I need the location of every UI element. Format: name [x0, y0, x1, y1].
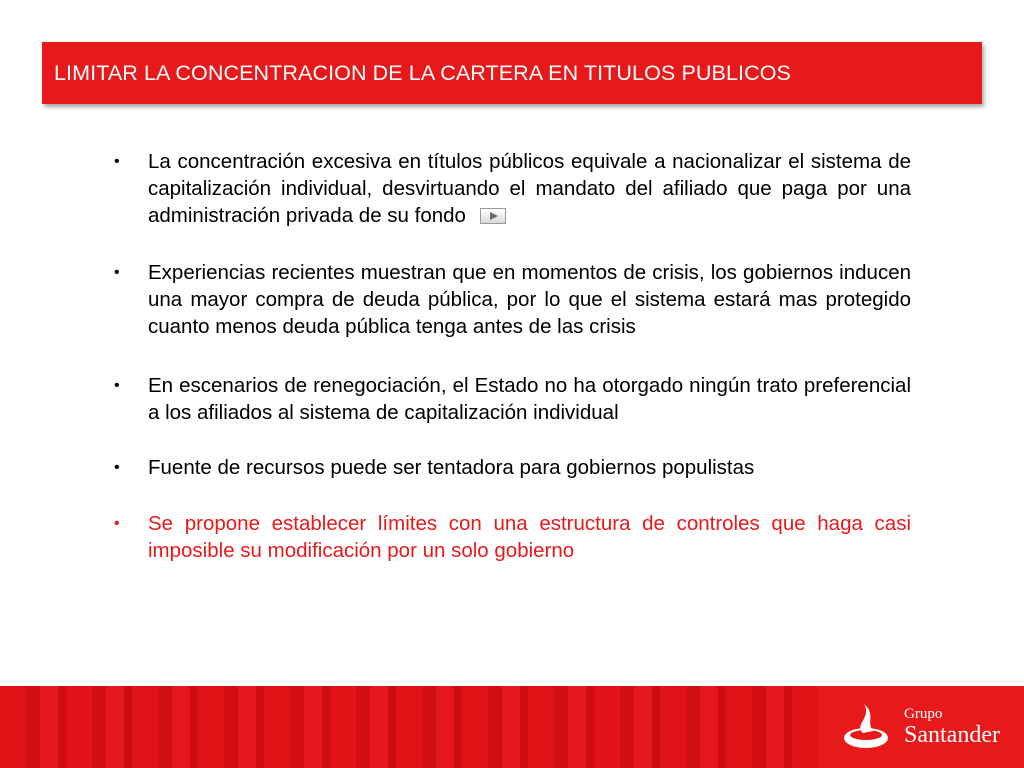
santander-flame-icon [842, 702, 890, 752]
bullet-text-2: Experiencias recientes muestran que en momentos de crisis, los gobiernos inducen una mayor compra de deuda pública, por lo que el sistema estará mas protegido cuanto menos deuda pública tenga antes de las crisis [148, 261, 911, 338]
slide-title: LIMITAR LA CONCENTRACION DE LA CARTERA EN TITULOS PUBLICOS [54, 60, 791, 85]
bullet-text-1: La concentración excesiva en títulos públicos equivale a nacionalizar el sistema de capitalización individual, desvirtuando el mandato del afiliado que paga por una administración privada de su fondo [148, 150, 911, 227]
bullet-item-5 [110, 510, 911, 564]
bullet-text-4: Fuente de recursos puede ser tentadora para gobiernos populistas [148, 456, 755, 479]
bullet-marker: • [114, 153, 120, 170]
brand-logo [818, 686, 1024, 768]
logo-santander: Santander [904, 722, 1000, 748]
bullet-marker: • [114, 459, 120, 476]
bullet-item-3 [110, 372, 911, 426]
bullet-item-2 [110, 259, 911, 340]
play-triangle [490, 212, 498, 220]
bullet-marker: • [114, 264, 120, 281]
bullet-text-3: En escenarios de renegociación, el Estado no ha otorgado ningún trato preferencial a los afiliados al sistema de capitalización individual [148, 374, 911, 424]
logo-grupo: Grupo [904, 706, 943, 722]
bullet-item-1 [110, 148, 911, 229]
bullet-marker: • [114, 377, 120, 394]
bullet-item-4 [110, 454, 911, 481]
title-bar [42, 42, 982, 104]
bullet-marker: • [114, 515, 120, 532]
logo-text [904, 706, 1000, 748]
play-icon[interactable] [480, 208, 506, 224]
bullet-list [110, 148, 911, 564]
bullet-text-5: Se propone establecer límites con una estructura de controles que haga casi imposible su modificación por un solo gobierno [148, 512, 911, 562]
